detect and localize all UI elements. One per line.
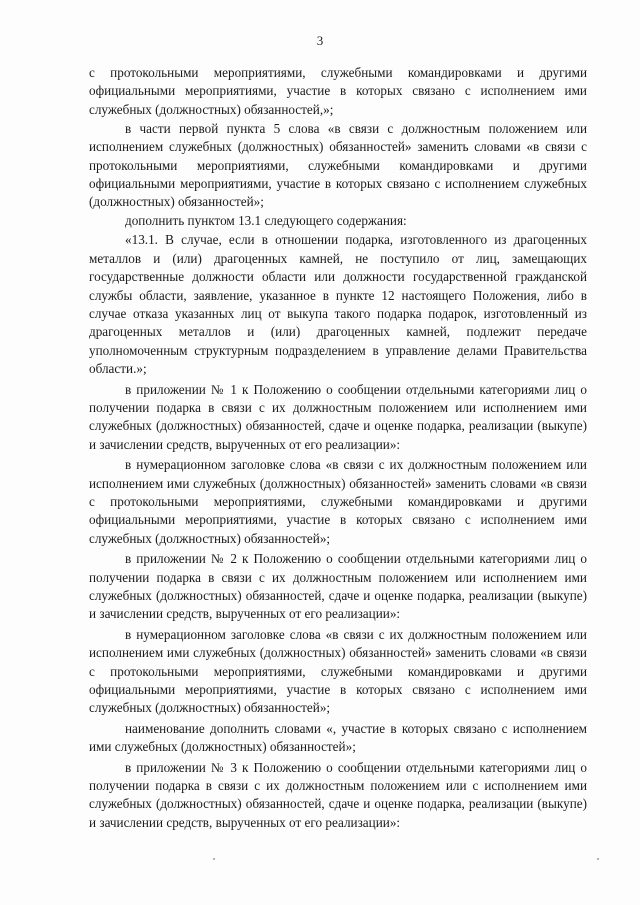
paragraph-6: в нумерационном заголовке слова «в связи с их должностным положением или исполнением ими служебных (должностных) обязанностей» заменить словами «в связи с протокольными мероприятиями, служебными командировками и другими официальными мероприятиями, участие в которых связано с исполнением ими служебных (должностных) обязанностей»; (89, 457, 587, 546)
paragraph-1: с протокольными мероприятиями, служебными командировками и другими официальными мероприятиями, участие в которых связано с исполнением ими служебных (должностных) обязанностей,»; (89, 65, 587, 117)
paragraph-9: наименование дополнить словами «, участие в которых связано с исполнением ими служебных (должностных) обязанностей»; (89, 720, 587, 755)
paragraph-4: «13.1. В случае, если в отношении подарка, изготовленного из драгоценных металлов и (или) драгоценных камней, не поступило от лиц, замещающих государственные должности области или должности государственной гражданской службы области, заявление, указанное в пункте 12 настоящего Положения, либо в случае отказа указанных лиц от выкупа такого подарка подарок, изготовленный из драгоценных металлов и (или) драгоценных камней, подлежит передаче уполномоченным структурным подразделением в управление делами Правительства области.»; (89, 232, 587, 377)
scan-speck (597, 858, 599, 860)
page-number: 3 (316, 33, 324, 48)
paragraph-8: в нумерационном заголовке слова «в связи с их должностным положением или исполнением ими служебных (должностных) обязанностей» заменить словами «в связи с протокольными мероприятиями, служебными командировками и другими официальными мероприятиями, участие в которых связано с исполнением ими служебных (должностных) обязанностей»; (89, 626, 587, 716)
scan-speck (213, 858, 215, 860)
paragraph-3: дополнить пунктом 13.1 следующего содержания: (125, 213, 407, 229)
paragraph-10: в приложении № 3 к Положению о сообщении отдельными категориями лиц о получении подарка в связи с их должностным положением или с исполнением ими служебных (должностных) обязанностей, сдаче и оценке подарка, реализации (выкупе) и зачислении средств, вырученных от его реализации»: (89, 759, 587, 830)
paragraph-5: в приложении № 1 к Положению о сообщении отдельными категориями лиц о получении подарка в связи с их должностным положением или исполнением ими служебных (должностных) обязанностей, сдаче и оценке подарка, реализации (выкупе) и зачислении средств, вырученных от его реализации»: (89, 381, 587, 452)
paragraph-7: в приложении № 2 к Положению о сообщении отдельными категориями лиц о получении подарка в связи с их должностным положением или исполнением ими служебных (должностных) обязанностей, сдаче и оценке подарка, реализации (выкупе) и зачислении средств, вырученных от его реализации»: (89, 551, 587, 622)
paragraph-2: в части первой пункта 5 слова «в связи с должностным положением или исполнением служебных (должностных) обязанностей» заменить словами «в связи с протокольными мероприятиями, служебными командировками и другими официальными мероприятиями, участие в которых связано с исполнением служебных (должностных) обязанностей»; (89, 120, 587, 210)
document-body (89, 64, 587, 833)
